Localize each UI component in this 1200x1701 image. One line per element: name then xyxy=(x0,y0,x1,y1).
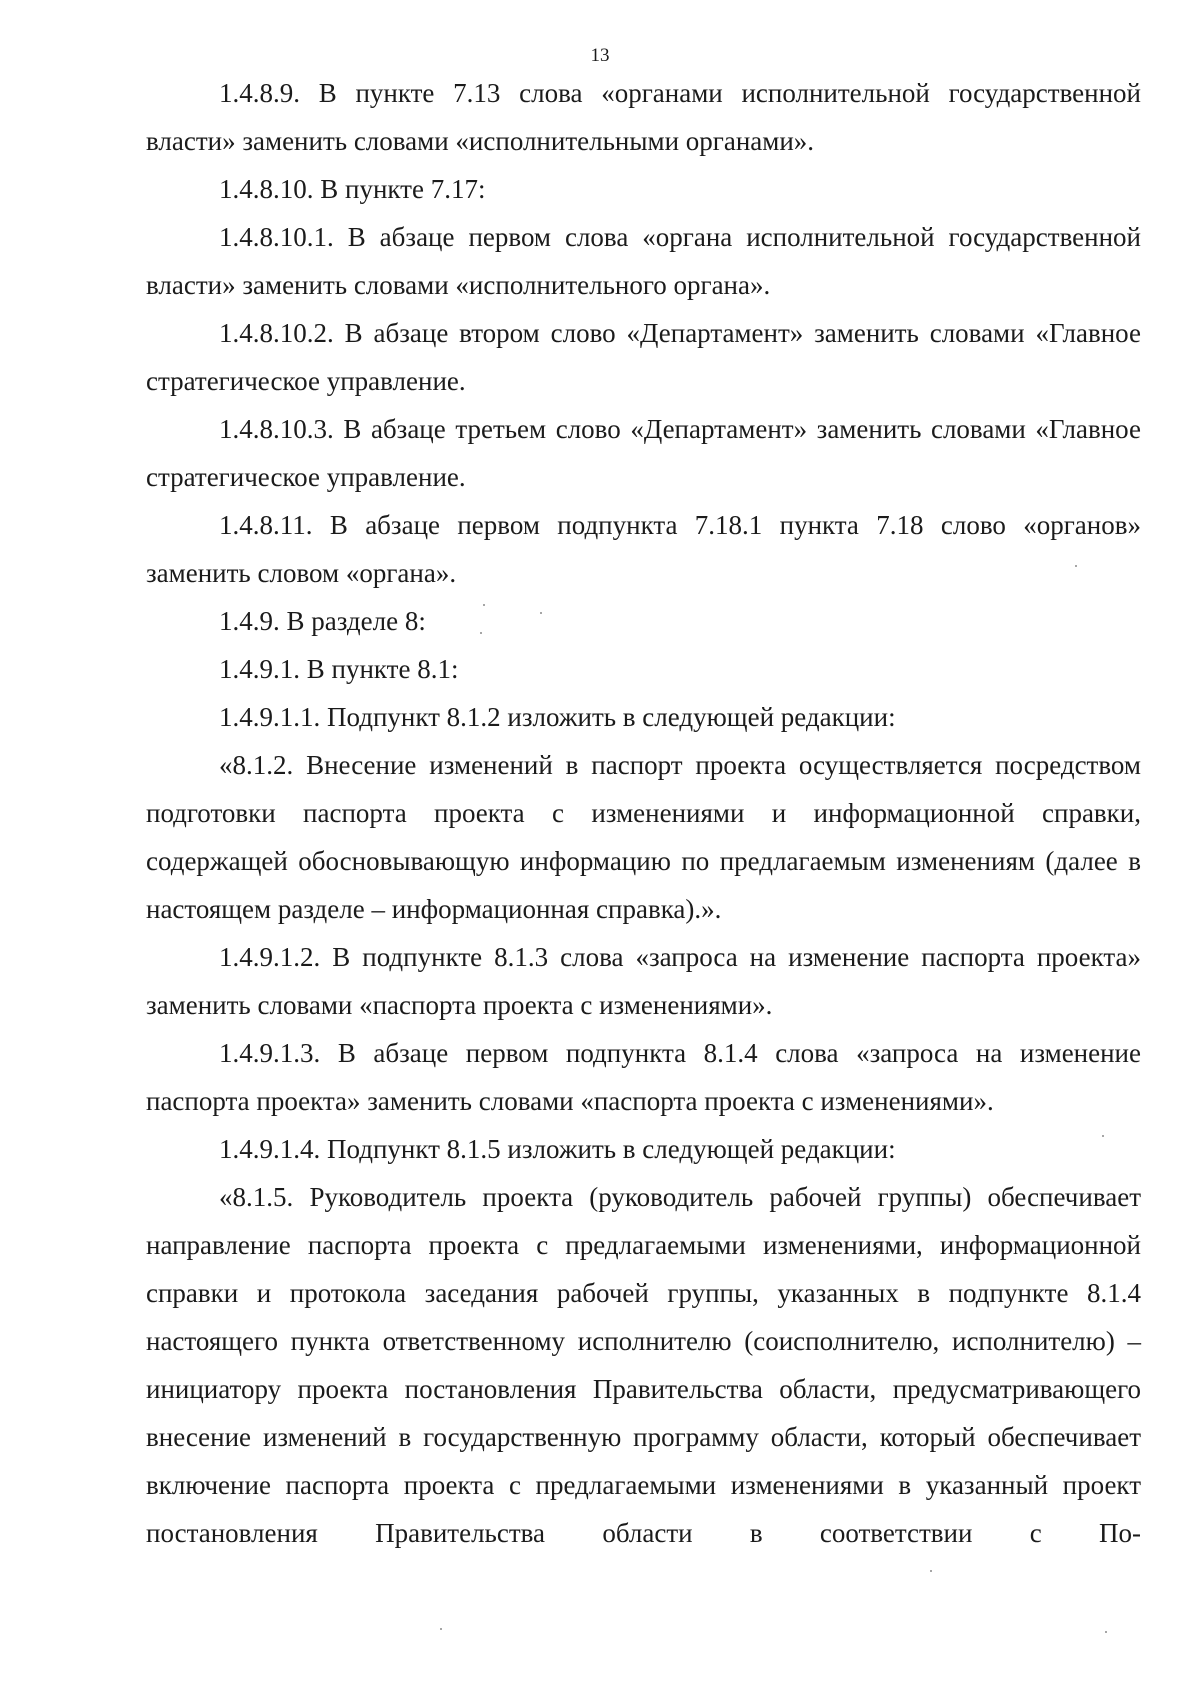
quote-8-1-2: «8.1.2. Внесение изменений в паспорт проекта осуществляется посредством подготовки паспорта проекта с изменениями и информационной справки, содержащей обосновывающую информацию по предлагаемым изменениям (далее в настоящем разделе – информационная справка).». xyxy=(146,750,1141,924)
scan-speck xyxy=(930,1570,932,1572)
page-number: 13 xyxy=(590,45,610,66)
paragraph-1-4-9-1-4: 1.4.9.1.4. Подпункт 8.1.5 изложить в следующей редакции: xyxy=(219,1134,896,1164)
scan-speck xyxy=(440,1628,442,1630)
paragraph-1-4-8-11: 1.4.8.11. В абзаце первом подпункта 7.18.1 пункта 7.18 слово «органов» заменить словом «органа». xyxy=(146,510,1141,588)
quote-8-1-5: «8.1.5. Руководитель проекта (руководитель рабочей группы) обеспечивает направление паспорта проекта с предлагаемыми изменениями, информационной справки и протокола заседания рабочей группы, указанных в подпункте 8.1.4 настоящего пункта ответственному исполнителю (соисполнителю, исполнителю) – инициатору проекта постановления Правительства области, предусматривающего внесение изменений в государственную программу области, который обеспечивает включение паспорта проекта с предлагаемыми изменениями в указанный проект постановления Правительства области в соответствии с По- xyxy=(146,1182,1141,1548)
scan-speck xyxy=(1102,1135,1104,1137)
paragraph-1-4-9-1-3: 1.4.9.1.3. В абзаце первом подпункта 8.1.4 слова «запроса на изменение паспорта проекта» заменить словами «паспорта проекта с изменениями». xyxy=(146,1038,1141,1116)
paragraph-1-4-8-10: 1.4.8.10. В пункте 7.17: xyxy=(219,174,486,204)
scan-speck xyxy=(1075,565,1077,567)
paragraph-1-4-8-10-1: 1.4.8.10.1. В абзаце первом слова «органа исполнительной государственной власти» заменить словами «исполнительного органа». xyxy=(146,222,1141,300)
scan-speck xyxy=(483,604,485,606)
scan-speck xyxy=(540,612,542,614)
document-body xyxy=(146,69,1141,1557)
paragraph-1-4-9-1: 1.4.9.1. В пункте 8.1: xyxy=(219,654,459,684)
scan-speck xyxy=(1105,1631,1107,1633)
paragraph-1-4-8-10-3: 1.4.8.10.3. В абзаце третьем слово «Департамент» заменить словами «Главное стратегическое управление. xyxy=(146,414,1141,492)
paragraph-1-4-9-1-1: 1.4.9.1.1. Подпункт 8.1.2 изложить в следующей редакции: xyxy=(219,702,896,732)
scan-speck xyxy=(480,632,482,634)
paragraph-1-4-9: 1.4.9. В разделе 8: xyxy=(219,606,426,636)
paragraph-1-4-8-10-2: 1.4.8.10.2. В абзаце втором слово «Департамент» заменить словами «Главное стратегическое управление. xyxy=(146,318,1141,396)
paragraph-1-4-9-1-2: 1.4.9.1.2. В подпункте 8.1.3 слова «запроса на изменение паспорта проекта» заменить словами «паспорта проекта с изменениями». xyxy=(146,942,1141,1020)
paragraph-1-4-8-9: 1.4.8.9. В пункте 7.13 слова «органами исполнительной государственной власти» заменить словами «исполнительными органами». xyxy=(146,78,1141,156)
